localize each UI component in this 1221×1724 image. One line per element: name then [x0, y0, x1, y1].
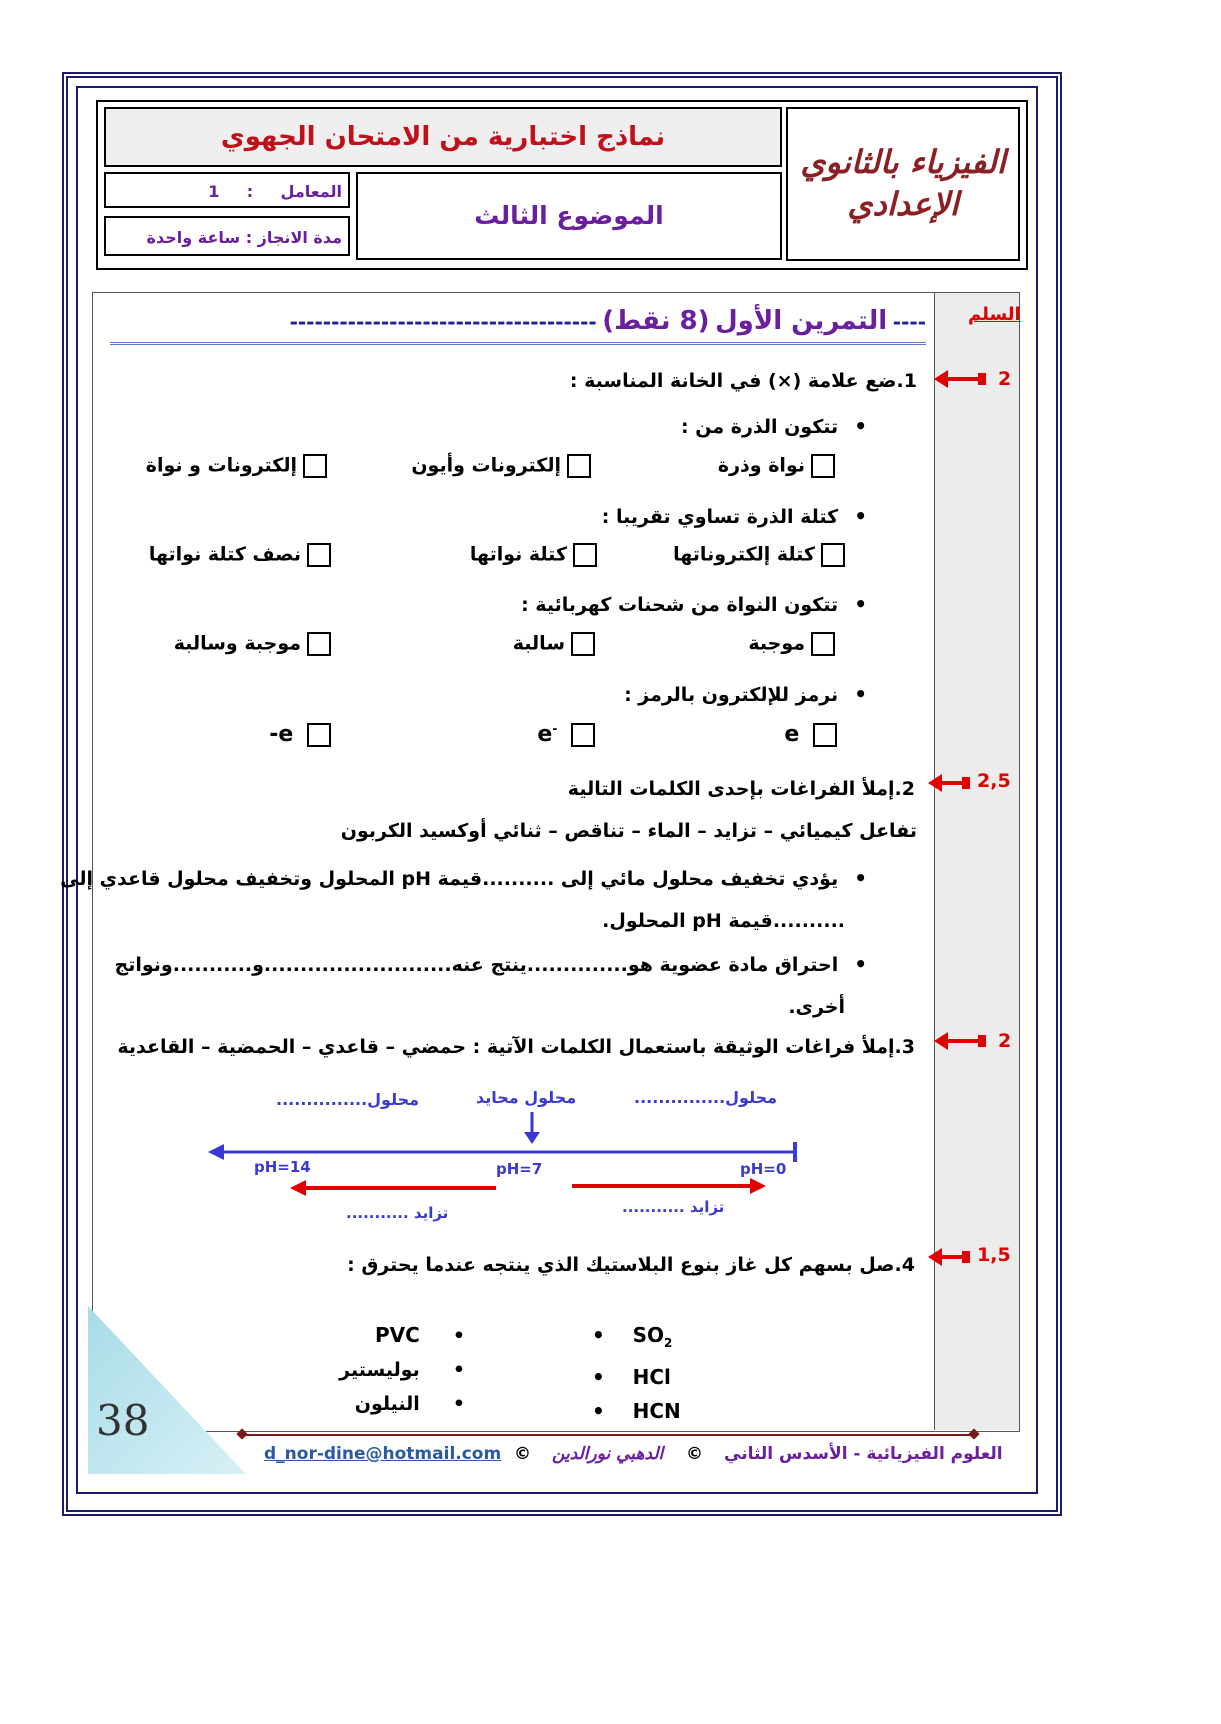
checkbox[interactable]: [567, 454, 591, 478]
footer-rule: [244, 1434, 974, 1436]
checkbox[interactable]: [303, 454, 327, 478]
plastic-item[interactable]: بوليستير •: [339, 1359, 465, 1381]
footer-email[interactable]: d_nor-dine@hotmail.com: [264, 1444, 502, 1464]
exercise-points-wrap: (8 نقط): [602, 306, 710, 336]
logo-box: [786, 107, 1020, 261]
q4-mark-value: 1,5: [977, 1244, 1011, 1266]
neutral-arrow-head: [524, 1132, 540, 1144]
checkbox[interactable]: [307, 632, 331, 656]
exercise-title-row: [110, 306, 926, 346]
q1-item2-option2[interactable]: كتلة نواتها: [470, 543, 597, 567]
q2-word-list: تفاعل كيميائي – تزايد – الماء – تناقص – ثنائي أوكسيد الكربون: [340, 820, 917, 842]
exercise-dashes-right: ----: [892, 310, 926, 334]
copyright-icon: ©: [686, 1444, 703, 1464]
checkbox[interactable]: [571, 632, 595, 656]
q1-item1-option3[interactable]: إلكترونات و نواة: [146, 454, 327, 478]
mark-arrow-tail: [962, 777, 970, 789]
q1-heading: 1.ضع علامة (×) في الخانة المناسبة :: [569, 370, 917, 392]
checkbox[interactable]: [573, 543, 597, 567]
footer-author: الدهبي نورالدين: [552, 1444, 664, 1464]
checkbox[interactable]: [811, 454, 835, 478]
mark-arrow-tail: [978, 1035, 986, 1047]
increase-left-label: تزايد ...........: [346, 1204, 449, 1222]
exercise-points: 8 نقط: [614, 306, 698, 336]
exercise-title: التمرين الأول: [715, 306, 888, 336]
checkbox[interactable]: [821, 543, 845, 567]
plastic-item[interactable]: النيلون •: [354, 1393, 465, 1415]
e-minus: e-: [537, 722, 558, 748]
gas-item[interactable]: • $SO_2$: [592, 1323, 673, 1350]
coefficient-label: المعامل: [280, 182, 342, 201]
topic-title: الموضوع الثالث: [474, 201, 664, 230]
scale-label: السلم: [968, 304, 1021, 325]
footer-row: [262, 1444, 1003, 1470]
q2-heading: 2.إملأ الفراغات بإحدى الكلمات التالية: [567, 778, 915, 800]
q2-sentence2: • احتراق مادة عضوية هو..............ينتج عنه..........................و...........ونواتج: [115, 952, 867, 976]
copyright-icon: ©: [514, 1444, 531, 1464]
q1-item1-option2[interactable]: إلكترونات وأيون: [411, 454, 591, 478]
q2-sentence1-cont: ..........قيمة pH المحلول.: [602, 910, 845, 932]
q1-item4-option3[interactable]: -e: [269, 722, 331, 747]
exercise-underline: [110, 342, 926, 345]
q3-mark-value: 2: [998, 1030, 1012, 1052]
q1-item3-option3[interactable]: موجبة وسالبة: [174, 632, 331, 656]
footer-course: العلوم الفيزيائية - الأسدس الثاني: [724, 1444, 1003, 1464]
q1-item1-option1[interactable]: نواة وذرة: [718, 454, 835, 478]
increase-left-arrow-head: [290, 1180, 306, 1196]
logo: الفيزياء بالثانوي الإعدادي: [800, 143, 1006, 223]
gas-item[interactable]: • HCN: [592, 1399, 681, 1423]
coefficient-value: 1: [208, 182, 220, 201]
header-title-box: [104, 107, 782, 167]
checkbox[interactable]: [307, 723, 331, 747]
plastic-item[interactable]: PVC •: [374, 1323, 465, 1347]
exam-title: نماذج اختبارية من الامتحان الجهوي: [220, 122, 666, 152]
q1-item3-stem: • تتكون النواة من شحنات كهربائية :: [521, 592, 867, 616]
ph7-label: pH=7: [496, 1160, 543, 1178]
q1-item4-option1[interactable]: e: [784, 722, 837, 747]
mark-arrow-tail: [962, 1251, 970, 1263]
plastic-list: [339, 1318, 465, 1421]
q1-item2-option1[interactable]: كتلة إلكتروناتها: [673, 543, 845, 567]
duration: مدة الانجاز : ساعة واحدة: [146, 228, 342, 247]
q1-item3-option2[interactable]: سالبة: [513, 632, 595, 656]
q1-mark-value: 2: [998, 368, 1012, 390]
q3-heading: 3.إملأ فراغات الوثيقة باستعمال الكلمات الآتية : حمضي – قاعدي – الحمضية – القاعدية: [117, 1036, 915, 1058]
q2-sentence2-cont: أخرى.: [788, 996, 845, 1018]
gas-item[interactable]: • HCl: [592, 1365, 671, 1389]
ph-axis-head: [208, 1144, 224, 1160]
ph-diagram: [206, 1080, 806, 1230]
label-neutral-solution: محلول محايد: [476, 1088, 577, 1107]
increase-right-arrow-head: [750, 1178, 766, 1194]
page-number: 38: [96, 1396, 150, 1445]
q2-sentence1: • يؤدي تخفيف محلول مائي إلى ..........قيمة pH المحلول وتخفيف محلول قاعدي إلى: [60, 866, 867, 890]
q1-item3-option1[interactable]: موجبة: [748, 632, 835, 656]
q1-item1-stem: • تتكون الذرة من :: [681, 414, 867, 438]
mark-arrow-tail: [978, 373, 986, 385]
ph14-label: pH=14: [254, 1158, 311, 1176]
ph0-label: pH=0: [740, 1160, 787, 1178]
topic-box: [356, 172, 782, 260]
q1-item2-option3[interactable]: نصف كتلة نواتها: [149, 543, 331, 567]
gas-list: [592, 1318, 681, 1428]
q1-item4-stem: • نرمز للإلكترون بالرمز :: [624, 682, 867, 706]
q1-item2-stem: • كتلة الذرة تساوي تقريبا :: [602, 504, 867, 528]
checkbox[interactable]: [307, 543, 331, 567]
checkbox[interactable]: [811, 632, 835, 656]
label-acidic-solution: محلول...............: [634, 1088, 778, 1107]
q2-mark-value: 2,5: [977, 770, 1011, 792]
q1-item4-option2[interactable]: [537, 722, 595, 747]
q4-heading: 4.صل بسهم كل غاز بنوع البلاستيك الذي ينتجه عندما يحترق :: [347, 1254, 915, 1276]
checkbox[interactable]: [813, 723, 837, 747]
increase-right-label: تزايد ...........: [622, 1198, 725, 1216]
duration-box: [104, 216, 350, 256]
exercise-dashes-left: -------------------------------------: [289, 310, 597, 334]
label-basic-solution: محلول...............: [276, 1090, 420, 1109]
coefficient-box: المعامل : 1: [104, 172, 350, 208]
checkbox[interactable]: [571, 723, 595, 747]
